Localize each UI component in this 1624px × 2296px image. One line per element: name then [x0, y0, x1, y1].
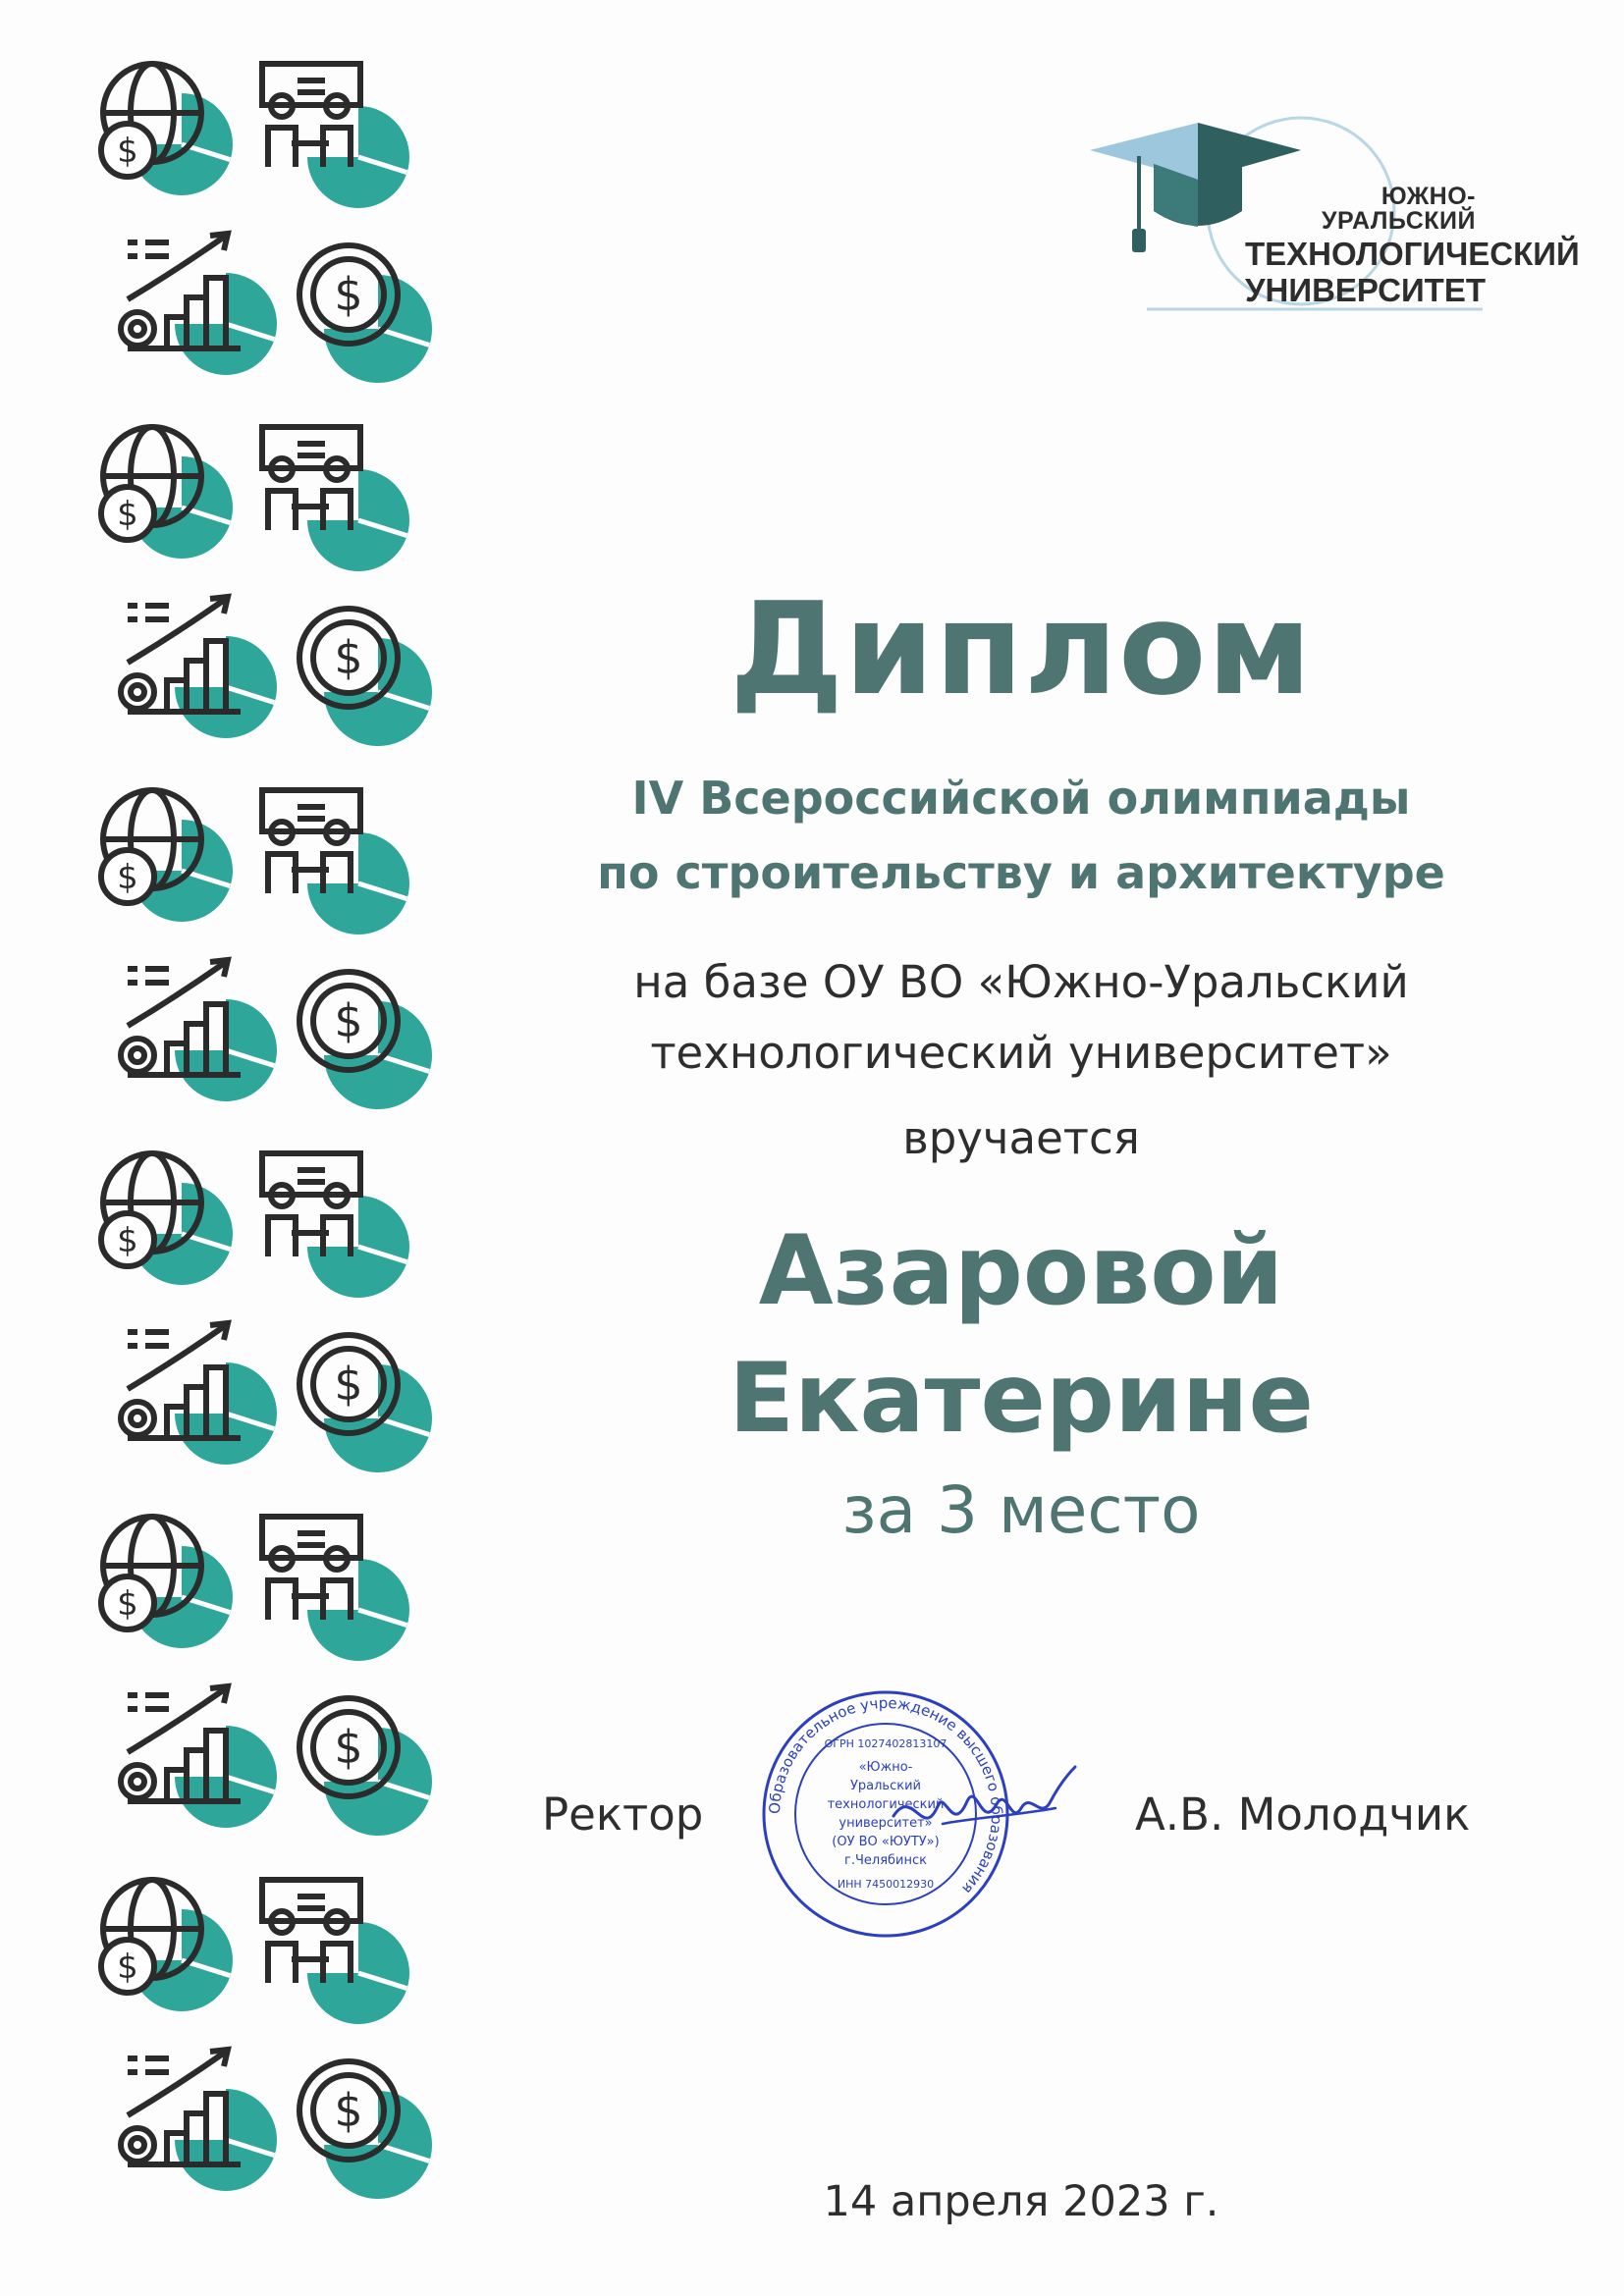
issue-date: 14 апреля 2023 г. — [823, 2177, 1219, 2226]
dollar-cycle-icon — [299, 1335, 432, 1472]
growth-chart-icon — [121, 1686, 277, 1828]
recipient-surname: Азаровой — [758, 1215, 1284, 1327]
svg-text:$: $ — [334, 994, 363, 1047]
logo-text — [1245, 183, 1580, 308]
recipient-name — [481, 1207, 1561, 1463]
svg-text:$: $ — [334, 2084, 363, 2137]
recipient-first-name: Екатерине — [729, 1343, 1314, 1455]
stamp-inn: ИНН 7450012930 — [837, 1878, 935, 1891]
base-line-1: на базе ОУ ВО «Южно-Уральский — [633, 956, 1409, 1008]
stamp-outer-text: Образовательное учреждение высшего образования — [765, 1693, 1006, 1897]
svg-text:$: $ — [117, 1584, 138, 1624]
logo-line-2: ТЕХНОЛОГИЧЕСКИЙ — [1245, 236, 1580, 272]
stamp-center-line: Уральский — [849, 1779, 922, 1793]
globe-dollar-icon — [101, 1153, 233, 1285]
presentation-icon — [262, 790, 409, 934]
rector-name: А.В. Молодчик — [1135, 1789, 1471, 1841]
globe-dollar-icon — [101, 1517, 233, 1648]
presentation-icon — [262, 427, 409, 571]
stamp-center-line: университет» — [839, 1816, 933, 1831]
dollar-cycle-icon — [299, 245, 432, 383]
svg-text:$: $ — [117, 858, 138, 897]
decorative-icon-column — [0, 0, 471, 2296]
svg-text:$: $ — [117, 1948, 138, 1987]
base-line-2: технологический университет» — [650, 1027, 1392, 1079]
svg-text:$: $ — [334, 1721, 363, 1774]
stamp-center-line: «Южно- — [858, 1760, 913, 1775]
svg-text:$: $ — [334, 1358, 363, 1411]
diploma-title: Диплом — [730, 574, 1313, 723]
logo-line-3: УНИВЕРСИТЕТ — [1245, 272, 1486, 308]
presentation-icon — [262, 64, 409, 208]
svg-text:$: $ — [117, 132, 138, 171]
dollar-cycle-icon — [299, 972, 432, 1109]
growth-chart-icon — [121, 234, 277, 375]
svg-text:$: $ — [117, 1221, 138, 1260]
olympiad-subtitle — [481, 761, 1561, 910]
globe-dollar-icon — [101, 64, 233, 195]
stamp-center-line: (ОУ ВО «ЮУТУ») — [832, 1835, 940, 1849]
svg-text:$: $ — [117, 495, 138, 534]
stamp-ogrn: ОГРН 1027402813107 — [824, 1737, 947, 1750]
dollar-cycle-icon — [299, 609, 432, 746]
globe-dollar-icon — [101, 427, 233, 559]
presentation-icon — [262, 1517, 409, 1661]
subtitle-line-2: по строительству и архитектуре — [597, 846, 1445, 899]
svg-text:$: $ — [334, 268, 363, 321]
dollar-cycle-icon — [299, 2061, 432, 2199]
presentation-icon — [262, 1153, 409, 1298]
rector-signature — [884, 1747, 1080, 1865]
presentation-icon — [262, 1880, 409, 2024]
globe-dollar-icon — [101, 790, 233, 922]
growth-chart-icon — [121, 1323, 277, 1465]
subtitle-line-1: IV Всероссийской олимпиады — [631, 772, 1411, 825]
stamp-center-line: технологический — [827, 1797, 945, 1812]
rector-label: Ректор — [542, 1789, 704, 1841]
svg-text:$: $ — [334, 631, 363, 684]
place-text: за 3 место — [841, 1472, 1201, 1548]
globe-dollar-icon — [101, 1880, 233, 2011]
growth-chart-icon — [121, 2050, 277, 2191]
host-institution — [481, 947, 1561, 1089]
dollar-cycle-icon — [299, 1698, 432, 1836]
stamp-center-line: г.Челябинск — [844, 1853, 927, 1868]
growth-chart-icon — [121, 960, 277, 1101]
growth-chart-icon — [121, 597, 277, 738]
logo-line-1: ЮЖНО-УРАЛЬСКИЙ — [1321, 183, 1476, 235]
awarded-label: вручается — [902, 1112, 1140, 1164]
